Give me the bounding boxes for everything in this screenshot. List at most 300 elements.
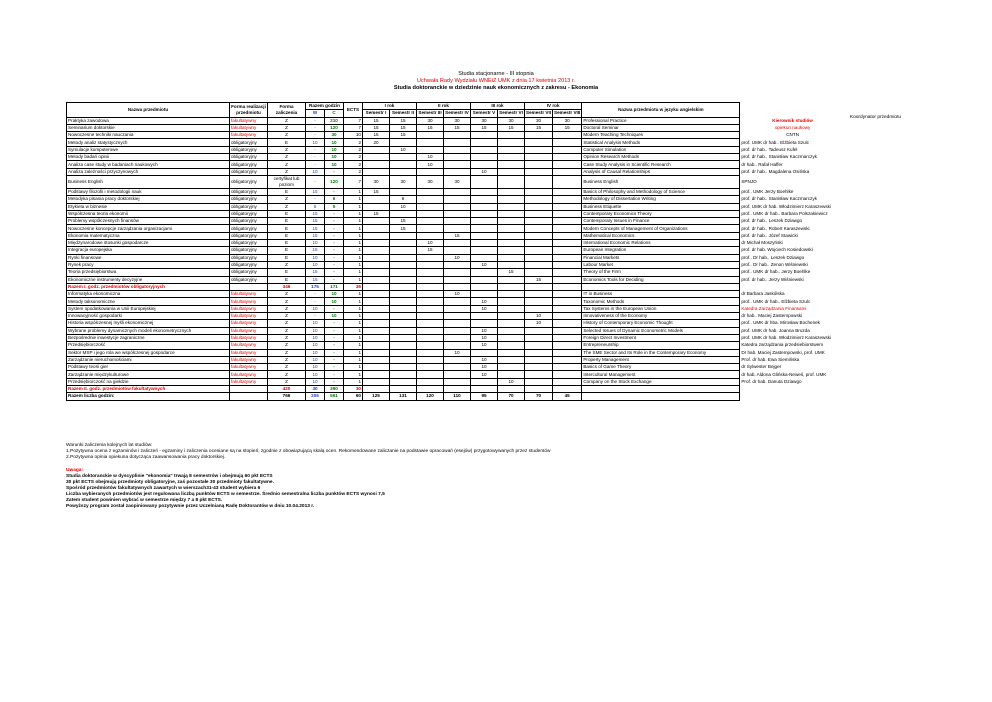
hours-w-cell: 10: [306, 168, 325, 175]
semester-cell: [417, 291, 444, 298]
coordinator-cell: prof. dr hab.. Robert Karaszewski: [741, 225, 810, 231]
form-realization-cell: fakultatywny: [230, 371, 268, 378]
semester-cell: [498, 327, 525, 334]
hours-w-cell: -: [306, 154, 325, 161]
semester-cell: [498, 334, 525, 341]
form-pass-cell: 766: [268, 393, 306, 400]
semester-cell: [553, 240, 582, 247]
form-realization-cell: fakultatywny: [230, 378, 268, 385]
form-realization-cell: obligatoryjny: [230, 210, 268, 217]
semester-cell: [363, 334, 390, 341]
form-pass-cell: Z: [268, 356, 306, 363]
notes-bold-1: Studia doktoranckie w dyscyplinie "ekonomia" trwają 8 semestrów i obejmują 60 pkt ECTS: [66, 474, 273, 479]
form-pass-cell: Z: [268, 342, 306, 349]
semester-cell: 30: [471, 117, 498, 124]
semester-cell: [363, 349, 390, 356]
col-sem-5: Semestr V: [471, 110, 498, 117]
semester-cell: [444, 261, 471, 268]
semester-cell: [363, 371, 390, 378]
semester-cell: 15: [553, 124, 582, 131]
semester-cell: [553, 210, 582, 217]
form-realization-cell: obligatoryjny: [230, 196, 268, 203]
subject-cell: Metody taksonomiczne: [67, 298, 230, 305]
semester-cell: [498, 291, 525, 298]
english-name-cell: Basics of Game Theory: [582, 364, 740, 371]
subject-cell: Rynki finansowe: [67, 254, 230, 261]
table-row: [67, 240, 845, 247]
form-pass-cell: Z: [268, 261, 306, 268]
notes-bold-2: 30 pkt ECTS obejmują przedmioty obligatoryjne, zaś pozostałe 30 przedmioty fakultatywne.: [66, 480, 274, 485]
semester-cell: [553, 276, 582, 283]
hours-c-cell: 6: [325, 196, 344, 203]
semester-cell: [417, 320, 444, 327]
subject-cell: Teoria przedsiębiorstwa: [67, 269, 230, 276]
col-sem-7: Semestr VII: [526, 110, 552, 116]
hours-c-cell: -: [325, 334, 344, 341]
semester-cell: [444, 269, 471, 276]
semester-cell: 30: [417, 117, 444, 124]
semester-cell: [498, 196, 525, 203]
coordinator-cell: prof.. UMK dr hab.. Barbara Polszakiewicz: [741, 211, 828, 216]
semester-cell: [363, 291, 390, 298]
ects-cell: 1: [344, 240, 363, 247]
ects-cell: 1: [344, 298, 363, 305]
semester-cell: [498, 320, 525, 327]
semester-cell: [498, 342, 525, 349]
hours-w-cell: 10: [306, 371, 325, 378]
hours-c-cell: -: [325, 342, 344, 349]
notes-uwaga: Uwaga:: [66, 468, 84, 473]
semester-cell: [363, 247, 390, 254]
semester-cell: [553, 327, 582, 334]
table-row: [67, 232, 845, 239]
semester-cell: [444, 154, 471, 161]
semester-cell: [525, 188, 553, 195]
hours-w-cell: 10: [306, 349, 325, 356]
table-row: [67, 334, 845, 341]
semester-cell: [525, 371, 553, 378]
form-realization-cell: obligatoryjny: [230, 203, 268, 210]
english-name-cell: Foreign Direct Investment: [582, 334, 740, 341]
form-pass-cell: Z: [268, 364, 306, 371]
coordinator-cell: prof. dr hab.. Tadeusz Kufel: [741, 146, 798, 152]
semester-cell: [471, 385, 498, 392]
form-realization-cell: fakultatywny: [230, 356, 268, 363]
english-name-cell: Financial Markets: [582, 254, 740, 261]
semester-cell: [444, 240, 471, 247]
semester-cell: [417, 349, 444, 356]
ects-cell: 1: [344, 254, 363, 261]
semester-cell: [525, 385, 553, 392]
semester-cell: [553, 132, 582, 139]
form-realization-cell: fakultatywny: [230, 298, 268, 305]
english-name-cell: Statistical Analysis Methods: [582, 139, 740, 146]
semester-cell: [525, 334, 553, 341]
english-name-cell: Innovativeness of the Economy: [582, 313, 740, 320]
semester-cell: 10: [471, 298, 498, 305]
form-realization-cell: fakultatywny: [230, 305, 268, 312]
semester-cell: [498, 385, 525, 392]
semester-cell: [553, 261, 582, 268]
notes-bold-6: Powyższy program został zaopiniowany pozytywnie przez Uczelnianą Radę Doktorantów w dniu 10.04.2013 r.: [66, 504, 315, 509]
coordinator-cell: SPNJO: [741, 178, 757, 184]
semester-cell: [444, 132, 471, 139]
coordinator-cell: dr Michał Moszyński: [741, 240, 783, 246]
coordinator-cell: prof. dr hab.. Magdalena Osińska: [741, 168, 810, 174]
semester-cell: [444, 364, 471, 371]
english-name-cell: Labour Market: [582, 261, 740, 268]
semester-cell: [525, 203, 553, 210]
notes-line-1: 1.Pozytywna ocena z egzaminów i zaliczeń - egzaminy i zaliczenia oceniane są na stopień, zgodnie z obowiązującą skalą ocen. Rekomendowane zaliczanie na podstawie opracowań (esejów) przygotowywanych przez studentów: [66, 449, 551, 454]
hours-w-cell: 10: [306, 320, 325, 327]
semester-cell: [390, 305, 417, 312]
semester-cell: 15: [363, 188, 390, 195]
hours-w-cell: 15: [306, 188, 325, 195]
semester-cell: [471, 188, 498, 195]
semester-cell: 10: [471, 342, 498, 349]
semester-cell: [471, 161, 498, 168]
ects-cell: 7: [344, 124, 363, 131]
semester-cell: [363, 154, 390, 161]
semester-cell: 125: [363, 393, 390, 400]
semester-cell: [525, 247, 553, 254]
col-year-2: II rok: [417, 103, 471, 110]
english-name-cell: European Integration: [582, 247, 740, 254]
english-name-cell: Doctoral Seminar: [582, 124, 740, 131]
semester-cell: [363, 269, 390, 276]
coordinator-cell: prof.. Dr hab.. Leszek Dziawgo: [741, 254, 805, 260]
table-row: [67, 378, 845, 385]
table-row: [67, 196, 845, 203]
semester-cell: [417, 385, 444, 392]
semester-cell: 10: [444, 291, 471, 298]
table-row: [67, 327, 845, 334]
subject-cell: Nowoczesne techniki nauczania: [67, 132, 230, 139]
semester-cell: [444, 385, 471, 392]
semester-cell: [471, 132, 498, 139]
semester-cell: [525, 254, 553, 261]
header-line-3: Studia doktoranckie w dziedzinie nauk ekonomicznych z zakresu - Ekonomia: [393, 85, 599, 91]
subject-cell: System opodatkowania w Unii Europejskiej: [67, 305, 230, 312]
hours-c-cell: 10: [325, 154, 344, 161]
english-name-cell: [582, 385, 740, 392]
semester-cell: [417, 283, 444, 290]
table-row: [67, 132, 845, 139]
col-sem-3: Semestr III: [418, 110, 442, 116]
semester-cell: [498, 240, 525, 247]
table-row: [67, 356, 845, 363]
subject-cell: Metody analiz statystycznych: [67, 139, 230, 146]
form-realization-cell: obligatoryjny: [230, 175, 268, 188]
semester-cell: [471, 210, 498, 217]
semester-cell: [390, 313, 417, 320]
form-pass-cell: E: [268, 269, 306, 276]
hours-w-cell: 10: [306, 327, 325, 334]
semester-cell: [417, 168, 444, 175]
hours-c-cell: -: [325, 305, 344, 312]
hours-w-cell: 10: [306, 305, 325, 312]
col-ects: ECTS: [344, 103, 363, 118]
semester-cell: 110: [444, 393, 471, 400]
semester-cell: [498, 146, 525, 153]
subject-cell: Praktyka zawodowa: [67, 117, 230, 124]
ects-cell: 1: [344, 305, 363, 312]
subtotal-row: [67, 385, 845, 392]
semester-cell: [498, 210, 525, 217]
hours-c-cell: 390: [325, 385, 344, 392]
hours-c-cell: -: [325, 225, 344, 232]
coordinator-cell: Katedra Zarządzania Finansami: [741, 305, 807, 311]
coordinator-cell: dr Barbara Jaskólska: [741, 291, 785, 297]
table-row: [67, 139, 845, 146]
semester-cell: 45: [553, 393, 582, 400]
semester-cell: [417, 305, 444, 312]
coordinator-cell: prof. dr hab.. Stanisław Kaczmarczyk: [741, 154, 817, 160]
semester-cell: 15: [363, 124, 390, 131]
col-sem-2: Semestr II: [390, 110, 417, 117]
semester-cell: [444, 378, 471, 385]
english-name-cell: Contemporary Economics Theory: [582, 210, 740, 217]
semester-cell: 10: [498, 378, 525, 385]
subject-cell: Sektor MSP i jego rola we współczesnej gospodarce: [67, 349, 230, 356]
semester-cell: [444, 342, 471, 349]
semester-cell: [498, 371, 525, 378]
semester-cell: 95: [471, 393, 498, 400]
coordinator-cell: dr hab.. Maciej Zastempowski: [741, 313, 803, 319]
col-form-realization: Forma realizacji przedmiotu: [230, 103, 268, 118]
hours-w-cell: 175: [306, 283, 325, 290]
semester-cell: [363, 364, 390, 371]
form-realization-cell: obligatoryjny: [230, 146, 268, 153]
hours-c-cell: 120: [325, 175, 344, 188]
semester-cell: 10: [471, 334, 498, 341]
semester-cell: [525, 161, 553, 168]
semester-cell: [444, 210, 471, 217]
semester-cell: [525, 132, 553, 139]
subject-cell: Business English: [67, 175, 230, 188]
ects-cell: 1: [344, 327, 363, 334]
semester-cell: [444, 218, 471, 225]
semester-cell: [525, 240, 553, 247]
hours-c-cell: 171: [325, 283, 344, 290]
hours-c-cell: -: [325, 320, 344, 327]
semester-cell: [444, 168, 471, 175]
subject-cell: Rynek pracy: [67, 261, 230, 268]
semester-cell: [363, 313, 390, 320]
semester-cell: 15: [390, 117, 417, 124]
semester-cell: [390, 254, 417, 261]
semester-cell: [471, 203, 498, 210]
form-pass-cell: Z: [268, 146, 306, 153]
hours-w-cell: 15: [306, 225, 325, 232]
subject-cell: Ekonomia matematyczna: [67, 232, 230, 239]
semester-cell: 10: [471, 364, 498, 371]
hours-c-cell: 30: [325, 132, 344, 139]
hours-c-cell: -: [325, 254, 344, 261]
semester-cell: 15: [525, 124, 553, 131]
semester-cell: 30: [363, 175, 390, 188]
semester-cell: [444, 146, 471, 153]
semester-cell: [553, 218, 582, 225]
english-name-cell: Contemporary Issues in Finance: [582, 218, 740, 225]
coordinator-cell: [740, 385, 845, 392]
coordinator-cell: dr Sylwester Bejger: [741, 364, 782, 370]
semester-cell: 10: [417, 154, 444, 161]
semester-cell: [417, 225, 444, 232]
english-name-cell: Intercultural Management: [582, 371, 740, 378]
semester-cell: [444, 305, 471, 312]
semester-cell: [525, 261, 553, 268]
table-row: [67, 154, 845, 161]
col-form-pass: Forma zaliczenia: [268, 103, 306, 118]
semester-cell: [471, 247, 498, 254]
hours-w-cell: 15: [306, 210, 325, 217]
hours-w-cell: 10: [306, 334, 325, 341]
ects-cell: 2: [344, 154, 363, 161]
hours-c-cell: 561: [325, 393, 344, 400]
ects-cell: 1: [344, 261, 363, 268]
semester-cell: [553, 342, 582, 349]
semester-cell: [471, 232, 498, 239]
semester-cell: [498, 364, 525, 371]
semester-cell: [471, 218, 498, 225]
semester-cell: 30: [417, 175, 444, 188]
ects-cell: 1: [344, 313, 363, 320]
semester-cell: [553, 175, 582, 188]
coordinator-cell: Dr hab. Maciej Zastempowski, prof. UMK: [741, 349, 825, 355]
hours-w-cell: 15: [306, 269, 325, 276]
form-realization-cell: obligatoryjny: [230, 276, 268, 283]
subject-cell: Innowacyjność gospodarki: [67, 313, 230, 320]
semester-cell: 10: [471, 371, 498, 378]
form-realization-cell: [230, 393, 268, 400]
english-name-cell: Selected Issues of Dynamic Econometric Models: [582, 327, 740, 334]
semester-cell: 10: [471, 168, 498, 175]
hours-c-cell: -: [325, 188, 344, 195]
semester-cell: 10: [417, 240, 444, 247]
semester-cell: [498, 254, 525, 261]
ects-cell: 1: [344, 371, 363, 378]
table-row: [67, 313, 845, 320]
hours-c-cell: 120: [325, 124, 344, 131]
ects-cell: 1: [344, 334, 363, 341]
form-pass-cell: Z: [268, 334, 306, 341]
hours-w-cell: 30: [306, 385, 325, 392]
subject-cell: Symulacje komputerowe: [67, 146, 230, 153]
semester-cell: 15: [417, 247, 444, 254]
hours-c-cell: -: [325, 364, 344, 371]
semester-cell: [417, 327, 444, 334]
form-pass-cell: Z: [268, 378, 306, 385]
hours-c-cell: -: [325, 218, 344, 225]
semester-cell: [471, 139, 498, 146]
subject-cell: Ekonomiczne instrumenty decyzyjne: [67, 276, 230, 283]
semester-cell: [444, 313, 471, 320]
semester-cell: [363, 161, 390, 168]
semester-cell: 15: [390, 132, 417, 139]
semester-cell: [498, 261, 525, 268]
coordinator-cell: prof. UMK dr hab. Joanna Bruzda: [741, 327, 810, 333]
semester-cell: [471, 175, 498, 188]
form-realization-cell: obligatoryjny: [230, 232, 268, 239]
form-realization-cell: [230, 283, 268, 290]
semester-cell: [553, 225, 582, 232]
semester-cell: [525, 364, 553, 371]
coordinator-cell: prof. dr hab.. Stanisław Kaczmarczyk: [741, 196, 817, 202]
coordinator-cell: Prof. dr hab. Danuta Dziawgo: [741, 378, 802, 384]
subject-cell: Nowoczesne koncepcje zarządzania organizacjami: [67, 225, 230, 232]
semester-cell: [471, 313, 498, 320]
hours-w-cell: 10: [306, 139, 325, 146]
semester-cell: [471, 254, 498, 261]
semester-cell: [498, 298, 525, 305]
hours-w-cell: -: [306, 124, 325, 131]
semester-cell: [444, 139, 471, 146]
semester-cell: [417, 313, 444, 320]
semester-cell: 15: [363, 117, 390, 124]
semester-cell: 10: [390, 203, 417, 210]
table-row: [67, 203, 845, 210]
semester-cell: [553, 269, 582, 276]
english-name-cell: Taxonomic Methods: [582, 298, 740, 305]
ects-cell: 2: [344, 146, 363, 153]
form-pass-cell: certyfikat lub poziom: [268, 175, 306, 188]
form-realization-cell: obligatoryjny: [230, 168, 268, 175]
total-row: [67, 393, 845, 400]
table-row: [67, 298, 845, 305]
ects-cell: 60: [344, 393, 363, 400]
col-english: Nazwa przedmiotu w języku angielskim: [582, 103, 740, 118]
form-pass-cell: Z: [268, 117, 306, 124]
coordinator-cell: prof. dr hab.. Leszek Dziawgo: [741, 218, 803, 224]
table-row: [67, 218, 845, 225]
hours-c-cell: -: [325, 378, 344, 385]
english-name-cell: Computer Simulation: [582, 146, 740, 153]
semester-cell: [363, 196, 390, 203]
semester-cell: [498, 154, 525, 161]
english-name-cell: Analysis of Causal Relationships: [582, 168, 740, 175]
semester-cell: [363, 283, 390, 290]
ects-cell: 2: [344, 168, 363, 175]
semester-cell: 120: [417, 393, 444, 400]
coordinator-cell: prof. dr hab.. Józef Stawicki: [741, 232, 798, 238]
semester-cell: [525, 225, 553, 232]
form-pass-cell: Z: [268, 291, 306, 298]
semester-cell: [390, 291, 417, 298]
semester-cell: [390, 168, 417, 175]
subject-cell: Zarządzanie międzykulturowe: [67, 371, 230, 378]
semester-cell: [553, 349, 582, 356]
semester-cell: [363, 378, 390, 385]
semester-cell: [498, 313, 525, 320]
semester-cell: [553, 298, 582, 305]
col-sem-1: Semestr I: [363, 110, 390, 117]
form-pass-cell: Z: [268, 196, 306, 203]
table-row: [67, 161, 845, 168]
semester-cell: [553, 168, 582, 175]
form-pass-cell: E: [268, 232, 306, 239]
form-realization-cell: obligatoryjny: [230, 225, 268, 232]
coordinator-cell: [740, 393, 845, 400]
form-realization-cell: obligatoryjny: [230, 139, 268, 146]
coordinator-cell: prof. UMK dr hab. Włodzimierz Karaszewski: [741, 203, 831, 209]
table-row: [67, 349, 845, 356]
semester-cell: [363, 320, 390, 327]
ects-cell: 1: [344, 356, 363, 363]
semester-cell: [390, 161, 417, 168]
form-realization-cell: fakultatywny: [230, 313, 268, 320]
semester-cell: 70: [525, 393, 553, 400]
